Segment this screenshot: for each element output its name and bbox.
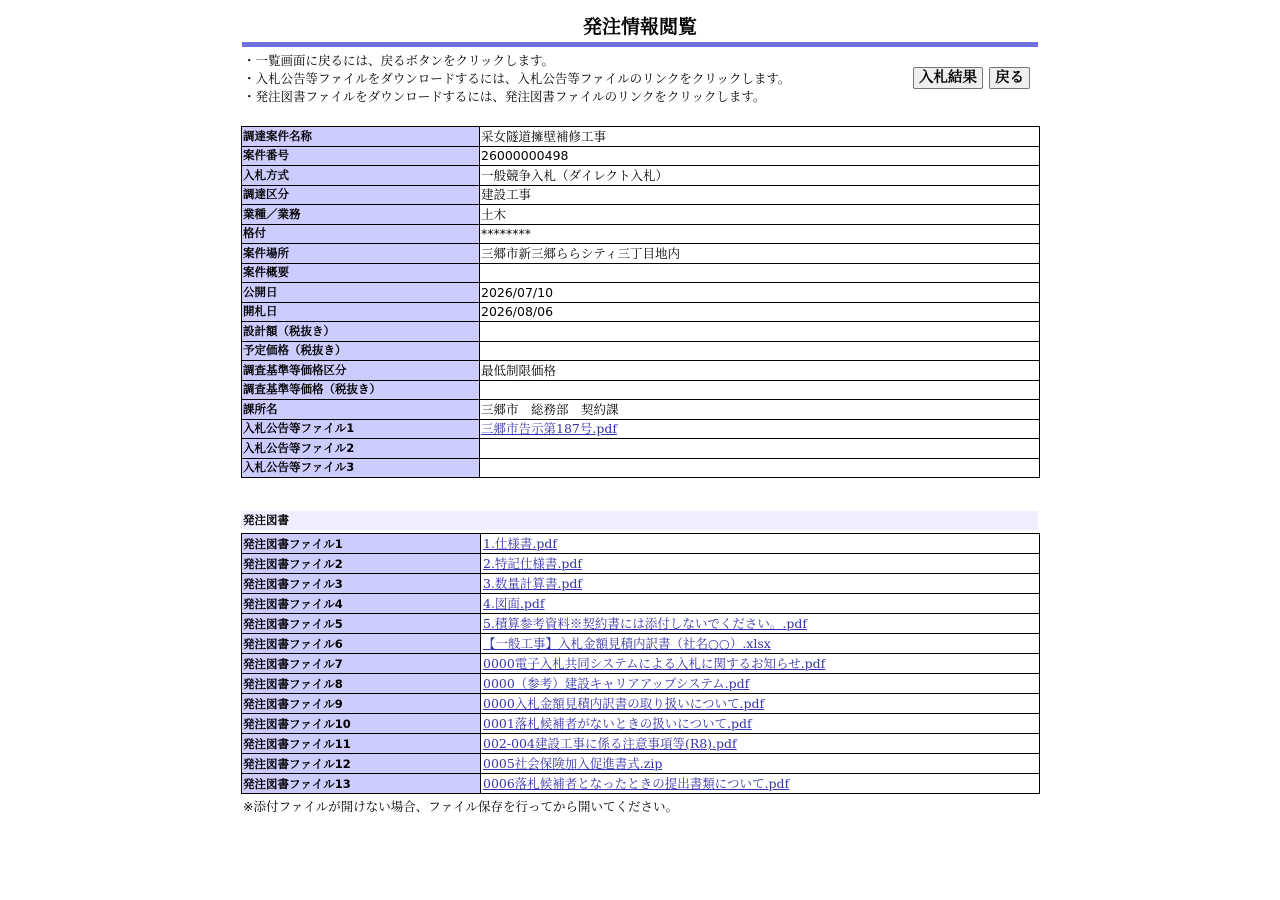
info-label: 開札日 [242,302,480,322]
instruction-line: ・入札公告等ファイルをダウンロードするには、入札公告等ファイルのリンクをクリックします。 [243,71,791,86]
file-cell [481,554,1040,574]
file-row [242,654,1040,674]
info-value [480,263,1040,283]
back-button[interactable]: 戻る [989,67,1030,89]
file-label: 発注図書ファイル13 [242,774,481,794]
file-row [242,734,1040,754]
file-cell [481,674,1040,694]
order-doc-file-link[interactable]: 3.数量計算書.pdf [483,576,583,591]
info-row [242,419,1040,439]
info-row [242,185,1040,205]
order-doc-file-link[interactable]: 0006落札候補者となったときの提出書類について.pdf [483,776,790,791]
order-doc-file-link[interactable]: 0000電子入札共同システムによる入札に関するお知らせ.pdf [483,656,826,671]
order-doc-file-link[interactable]: 4.図面.pdf [483,596,545,611]
procurement-info-table [241,126,1040,478]
info-label: 調達区分 [242,185,480,205]
order-doc-file-link[interactable]: 2.特記仕様書.pdf [483,556,583,571]
info-value [480,419,1040,439]
section-heading-order-docs: 発注図書 [241,511,1038,530]
order-doc-file-link[interactable]: 0005社会保険加入促進書式.zip [483,756,663,771]
file-label: 発注図書ファイル3 [242,574,481,594]
info-value: 2026/07/10 [480,283,1040,303]
file-cell [481,574,1040,594]
file-row [242,774,1040,794]
info-value: 土木 [480,205,1040,225]
info-value [480,341,1040,361]
info-label: 入札方式 [242,166,480,186]
file-row [242,594,1040,614]
order-doc-file-link[interactable]: 1.仕様書.pdf [483,536,558,551]
notice-file-link[interactable]: 三郷市告示第187号.pdf [481,421,617,437]
info-value: 建設工事 [480,185,1040,205]
file-label: 発注図書ファイル12 [242,754,481,774]
action-buttons [912,67,1030,89]
info-value [480,439,1040,459]
file-cell [481,694,1040,714]
file-row [242,674,1040,694]
info-row [242,439,1040,459]
file-label: 発注図書ファイル5 [242,614,481,634]
info-value: ******** [480,224,1040,244]
file-row [242,634,1040,654]
file-cell [481,654,1040,674]
info-value: 一般競争入札（ダイレクト入札） [480,166,1040,186]
info-label: 調査基準等価格区分 [242,361,480,381]
info-row [242,205,1040,225]
info-label: 調達案件名称 [242,127,480,147]
instruction-line: ・一覧画面に戻るには、戻るボタンをクリックします。 [243,53,555,68]
file-cell [481,534,1040,554]
order-doc-file-link[interactable]: 0000入札金額見積内訳書の取り扱いについて.pdf [483,696,765,711]
info-row [242,400,1040,420]
file-row [242,754,1040,774]
info-row [242,166,1040,186]
info-row [242,283,1040,303]
file-label: 発注図書ファイル9 [242,694,481,714]
instructions [243,52,790,106]
info-label: 公開日 [242,283,480,303]
file-cell [481,734,1040,754]
file-cell [481,774,1040,794]
file-label: 発注図書ファイル1 [242,534,481,554]
bid-result-button[interactable]: 入札結果 [913,67,983,89]
file-label: 発注図書ファイル4 [242,594,481,614]
info-label: 入札公告等ファイル2 [242,439,480,459]
info-value: 三郷市 総務部 契約課 [480,400,1040,420]
info-value [480,380,1040,400]
info-label: 入札公告等ファイル3 [242,458,480,478]
file-label: 発注図書ファイル2 [242,554,481,574]
info-label: 案件場所 [242,244,480,264]
file-cell [481,634,1040,654]
order-docs-table [241,533,1040,794]
info-value: 26000000498 [480,146,1040,166]
file-row [242,574,1040,594]
info-row [242,361,1040,381]
info-value [480,458,1040,478]
info-label: 入札公告等ファイル1 [242,419,480,439]
info-value: 最低制限価格 [480,361,1040,381]
info-value: 采女隧道擁壁補修工事 [480,127,1040,147]
file-row [242,554,1040,574]
file-label: 発注図書ファイル10 [242,714,481,734]
info-row [242,146,1040,166]
order-doc-file-link[interactable]: 0001落札候補者がないときの扱いについて.pdf [483,716,752,731]
info-row [242,458,1040,478]
info-row [242,127,1040,147]
info-row [242,302,1040,322]
file-row [242,694,1040,714]
file-cell [481,594,1040,614]
info-value: 2026/08/06 [480,302,1040,322]
file-row [242,534,1040,554]
file-row [242,614,1040,634]
info-label: 業種／業務 [242,205,480,225]
order-doc-file-link[interactable]: 5.積算参考資料※契約書には添付しないでください。.pdf [483,616,808,631]
info-label: 案件番号 [242,146,480,166]
info-label: 予定価格（税抜き） [242,341,480,361]
file-label: 発注図書ファイル11 [242,734,481,754]
info-row [242,380,1040,400]
attachment-note: ※添付ファイルが開けない場合、ファイル保存を行ってから開いてください。 [243,799,678,814]
info-label: 課所名 [242,400,480,420]
info-label: 格付 [242,224,480,244]
file-label: 発注図書ファイル6 [242,634,481,654]
title-divider [242,42,1038,47]
file-label: 発注図書ファイル7 [242,654,481,674]
file-cell [481,754,1040,774]
file-cell [481,614,1040,634]
file-cell [481,714,1040,734]
instruction-line: ・発注図書ファイルをダウンロードするには、発注図書ファイルのリンクをクリックします。 [243,89,766,104]
info-value: 三郷市新三郷ららシティ三丁目地内 [480,244,1040,264]
page-title: 発注情報閲覧 [582,16,697,38]
order-doc-file-link[interactable]: 002-004建設工事に係る注意事項等(R8).pdf [483,736,737,751]
file-row [242,714,1040,734]
info-row [242,322,1040,342]
info-row [242,263,1040,283]
info-label: 設計額（税抜き） [242,322,480,342]
info-row [242,224,1040,244]
file-label: 発注図書ファイル8 [242,674,481,694]
order-doc-file-link[interactable]: 0000（参考）建設キャリアアップシステム.pdf [483,676,750,691]
info-row [242,244,1040,264]
order-doc-file-link[interactable]: 【一般工事】入札金額見積内訳書（社名○○）.xlsx [483,636,771,651]
info-label: 調査基準等価格（税抜き） [242,380,480,400]
info-label: 案件概要 [242,263,480,283]
info-value [480,322,1040,342]
info-row [242,341,1040,361]
